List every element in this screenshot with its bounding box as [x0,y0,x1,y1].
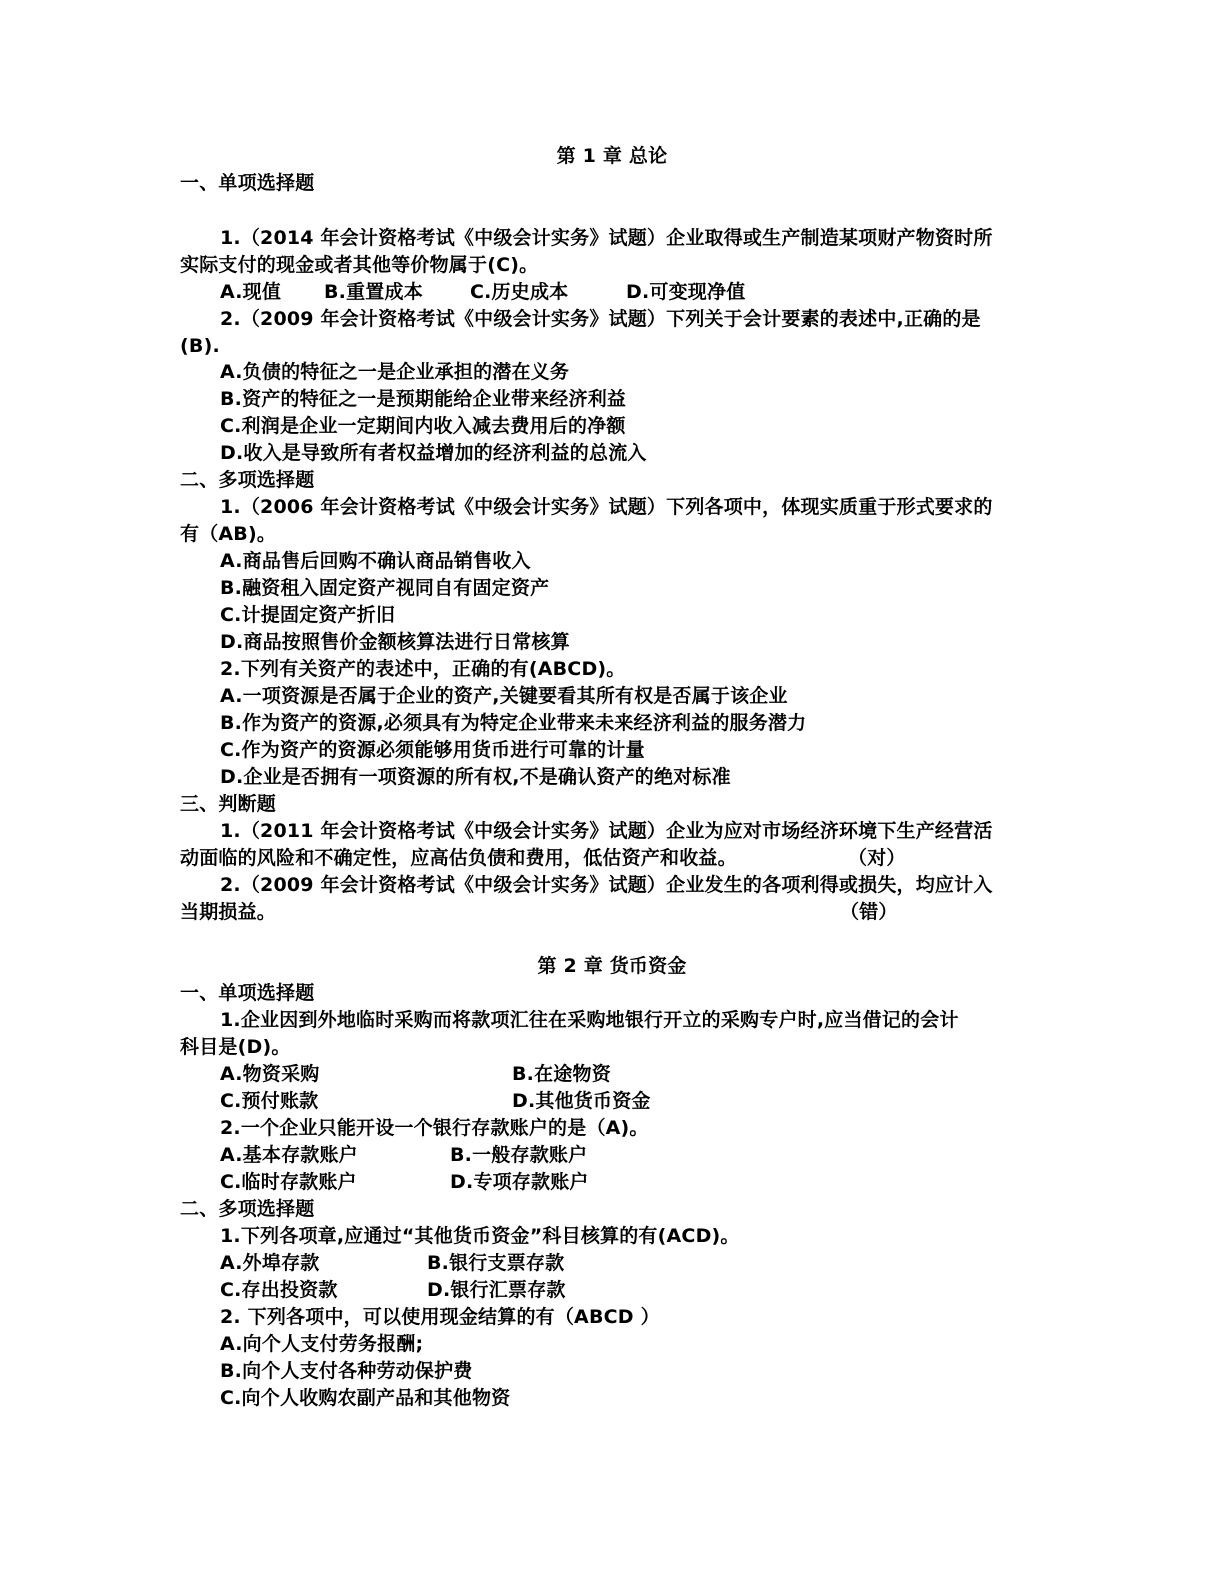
question-text: 2.下列有关资产的表述中，正确的有(ABCD)。 [220,658,626,680]
question-text: 2.一个企业只能开设一个银行存款账户的是（A)。 [220,1117,649,1139]
option: C.临时存款账户 [220,1171,357,1193]
question-text: (B). [180,335,220,357]
question-text: 有（AB)。 [180,523,277,545]
section-heading-true-false: 三、判断题 [180,793,277,815]
question-text: 1.企业因到外地临时采购而将款项汇往在采购地银行开立的采购专户时,应当借记的会计 [220,1009,959,1031]
option: D.商品按照售价金额核算法进行日常核算 [220,631,570,653]
question-text: 动面临的风险和不确定性，应高估负债和费用，低估资产和收益。 [180,847,737,869]
option: B.一般存款账户 [450,1144,588,1166]
option: C.利润是企业一定期间内收入减去费用后的净额 [220,415,626,437]
question-text: 2. 下列各项中，可以使用现金结算的有（ABCD ） [220,1306,660,1328]
section-heading-multiple-choice: 二、多项选择题 [180,469,315,491]
option: B.向个人支付各种劳动保护费 [220,1360,473,1382]
option: C.存出投资款 [220,1279,338,1301]
option: C.历史成本 [470,281,569,303]
option: B.重置成本 [324,281,423,303]
option: A.物资采购 [220,1063,320,1085]
question-text: 1.下列各项章,应通过“其他货币资金”科目核算的有(ACD)。 [220,1225,740,1247]
option: D.专项存款账户 [450,1171,589,1193]
section-heading-multiple-choice: 二、多项选择题 [180,1198,315,1220]
question-text: 2.（2009 年会计资格考试《中级会计实务》试题）下列关于会计要素的表述中,正确的是 [220,308,981,330]
question-text: 2.（2009 年会计资格考试《中级会计实务》试题）企业发生的各项利得或损失，均应计入 [220,874,993,896]
question-text: 科目是(D)。 [180,1036,291,1058]
option: D.企业是否拥有一项资源的所有权,不是确认资产的绝对标准 [220,766,731,788]
question-text: 1.（2011 年会计资格考试《中级会计实务》试题）企业为应对市场经济环境下生产经营活 [220,820,993,842]
section-heading-single-choice: 一、单项选择题 [180,172,315,194]
answer-label: （错） [840,901,898,923]
option: B.融资租入固定资产视同自有固定资产 [220,577,550,599]
option: C.计提固定资产折旧 [220,604,396,626]
option: B.在途物资 [512,1063,611,1085]
answer-label: （对） [848,847,906,869]
option: C.向个人收购农副产品和其他物资 [220,1387,511,1409]
option: A.向个人支付劳务报酬; [220,1333,424,1355]
option: A.现值 [220,281,282,303]
question-text: 1.（2006 年会计资格考试《中级会计实务》试题）下列各项中，体现实质重于形式要求的 [220,496,993,518]
chapter-1-title: 第 1 章 总论 [556,145,668,167]
option: B.银行支票存款 [427,1252,565,1274]
option: B.作为资产的资源,必须具有为特定企业带来未来经济利益的服务潜力 [220,712,807,734]
option: D.可变现净值 [626,281,746,303]
option: C.预付账款 [220,1090,319,1112]
option: D.收入是导致所有者权益增加的经济利益的总流入 [220,442,647,464]
question-text: 1.（2014 年会计资格考试《中级会计实务》试题）企业取得或生产制造某项财产物资时所 [220,227,993,249]
option: B.资产的特征之一是预期能给企业带来经济利益 [220,388,627,410]
option: A.负债的特征之一是企业承担的潜在义务 [220,361,570,383]
option: A.外埠存款 [220,1252,320,1274]
chapter-2-title: 第 2 章 货币资金 [537,955,687,977]
option: A.商品售后回购不确认商品销售收入 [220,550,531,572]
section-heading-single-choice: 一、单项选择题 [180,982,315,1004]
question-text: 当期损益。 [180,901,277,923]
option: C.作为资产的资源必须能够用货币进行可靠的计量 [220,739,645,761]
option: A.一项资源是否属于企业的资产,关键要看其所有权是否属于该企业 [220,685,788,707]
option: D.其他货币资金 [512,1090,651,1112]
option: A.基本存款账户 [220,1144,358,1166]
option: D.银行汇票存款 [427,1279,566,1301]
question-text: 实际支付的现金或者其他等价物属于(C)。 [180,254,539,276]
